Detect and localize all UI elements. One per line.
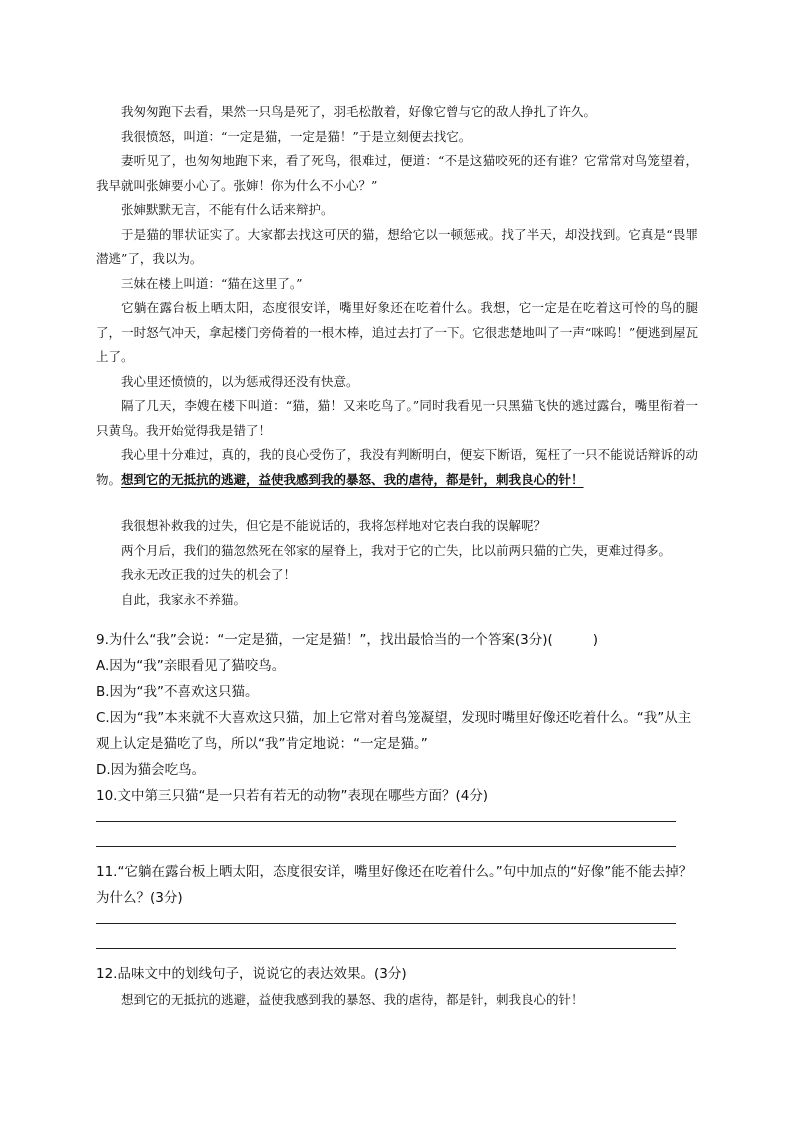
passage-paragraph: 我很愤怒，叫道：“一定是猫，一定是猫！”于是立刻便去找它。 <box>121 128 472 144</box>
close-paren: ) <box>592 632 599 648</box>
paragraph-gap <box>96 492 698 514</box>
passage-paragraph: 张婶默默无言，不能有什么话来辩护。 <box>121 202 334 217</box>
question-12: 12.品味文中的划线句子，说说它的表达效果。(3分) <box>96 966 407 982</box>
question-9-stem: 9.为什么“我”会说：“一定是猫，一定是猫！”，找出最恰当的一个答案(3分)( <box>96 632 553 648</box>
passage-paragraph: 它躺在露台板上晒太阳，态度很安详，嘴里好象还在吃着什么。我想，它一定是在吃着这可怜的鸟的腿了，一时怒气冲天，拿起楼门旁倚着的一根木棒，追过去打了一下。它很悲楚地叫了一声“咪呜！”便逃到屋瓦上了。 <box>96 300 698 364</box>
answer-line[interactable] <box>96 911 676 924</box>
option-d: D.因为猫会吃鸟。 <box>96 762 206 778</box>
passage-paragraph: 我永无改正我的过失的机会了！ <box>121 567 297 582</box>
question-10: 10.文中第三只猫“是一只若有若无的动物”表现在哪些方面？(4分) <box>96 788 489 804</box>
plain-sentence: 我心里十分难过，真的，我的良心受伤了，我没有判断明白，便妄下断语，冤枉了一只不能说话辩诉的动物。 <box>96 447 698 487</box>
passage-paragraph: 于是猫的罪状证实了。大家都去找这可厌的猫，想给它以一顿惩戒。找了半天，却没找到。它真是“畏罪潜逃”了，我以为。 <box>96 226 698 266</box>
passage-paragraph: 我很想补救我的过失，但它是不能说话的，我将怎样地对它表白我的误解呢？ <box>121 518 547 533</box>
option-b: B.因为“我”不喜欢这只猫。 <box>96 684 259 700</box>
quoted-sentence: 想到它的无抵抗的逃避，益使我感到我的暴怒、我的虐待，都是针，刺我良心的针！ <box>121 992 584 1007</box>
question-9 <box>96 627 700 653</box>
passage-paragraph: 隔了几天，李嫂在楼下叫道：“猫，猫！又来吃鸟了。”同时我看见一只黑猫飞快的逃过露台，嘴里衔着一只黄鸟。我开始觉得我是错了！ <box>96 398 698 438</box>
passage-paragraph: 我心里还愤愤的，以为惩戒得还没有快意。 <box>121 373 359 389</box>
answer-line[interactable] <box>96 936 676 949</box>
reading-passage <box>96 100 698 612</box>
passage-paragraph: 两个月后，我们的猫忽然死在邻家的屋脊上，我对于它的亡失，比以前两只猫的亡失，更难过得多。 <box>121 542 672 558</box>
option-a: A.因为“我”亲眼看见了猫咬鸟。 <box>96 658 286 674</box>
answer-line[interactable] <box>96 809 676 822</box>
passage-paragraph: 三妹在楼上叫道：“猫在这里了。” <box>121 275 303 291</box>
passage-paragraph: 自此，我家永不养猫。 <box>121 591 247 607</box>
underlined-sentence: 想到它的无抵抗的逃避，益使我感到我的暴怒、我的虐待，都是针，刺我良心的针！ <box>121 471 584 487</box>
passage-paragraph: 妻听见了，也匆匆地跑下来，看了死鸟，很难过，便道：“不是这猫咬死的还有谁？它常常对鸟笼望着，我早就叫张婶要小心了。张婶！你为什么不小心？” <box>96 153 698 193</box>
question-11: 11.“它躺在露台板上晒太阳，态度很安详，嘴里好像还在吃着什么。”句中加点的“好像”能不能去掉？为什么？(3分) <box>96 864 693 906</box>
passage-paragraph-underlined <box>96 443 698 492</box>
answer-line[interactable] <box>96 834 676 847</box>
questions-section <box>96 627 700 1013</box>
option-c: C.因为“我”本来就不大喜欢这只猫，加上它常对着鸟笼凝望，发现时嘴里好像还吃着什么。“我”从主观上认定是猫吃了鸟，所以“我”肯定地说：“一定是猫。” <box>96 710 692 752</box>
passage-paragraph: 我匆匆跑下去看，果然一只鸟是死了，羽毛松散着，好像它曾与它的敌人挣扎了许久。 <box>121 104 597 119</box>
